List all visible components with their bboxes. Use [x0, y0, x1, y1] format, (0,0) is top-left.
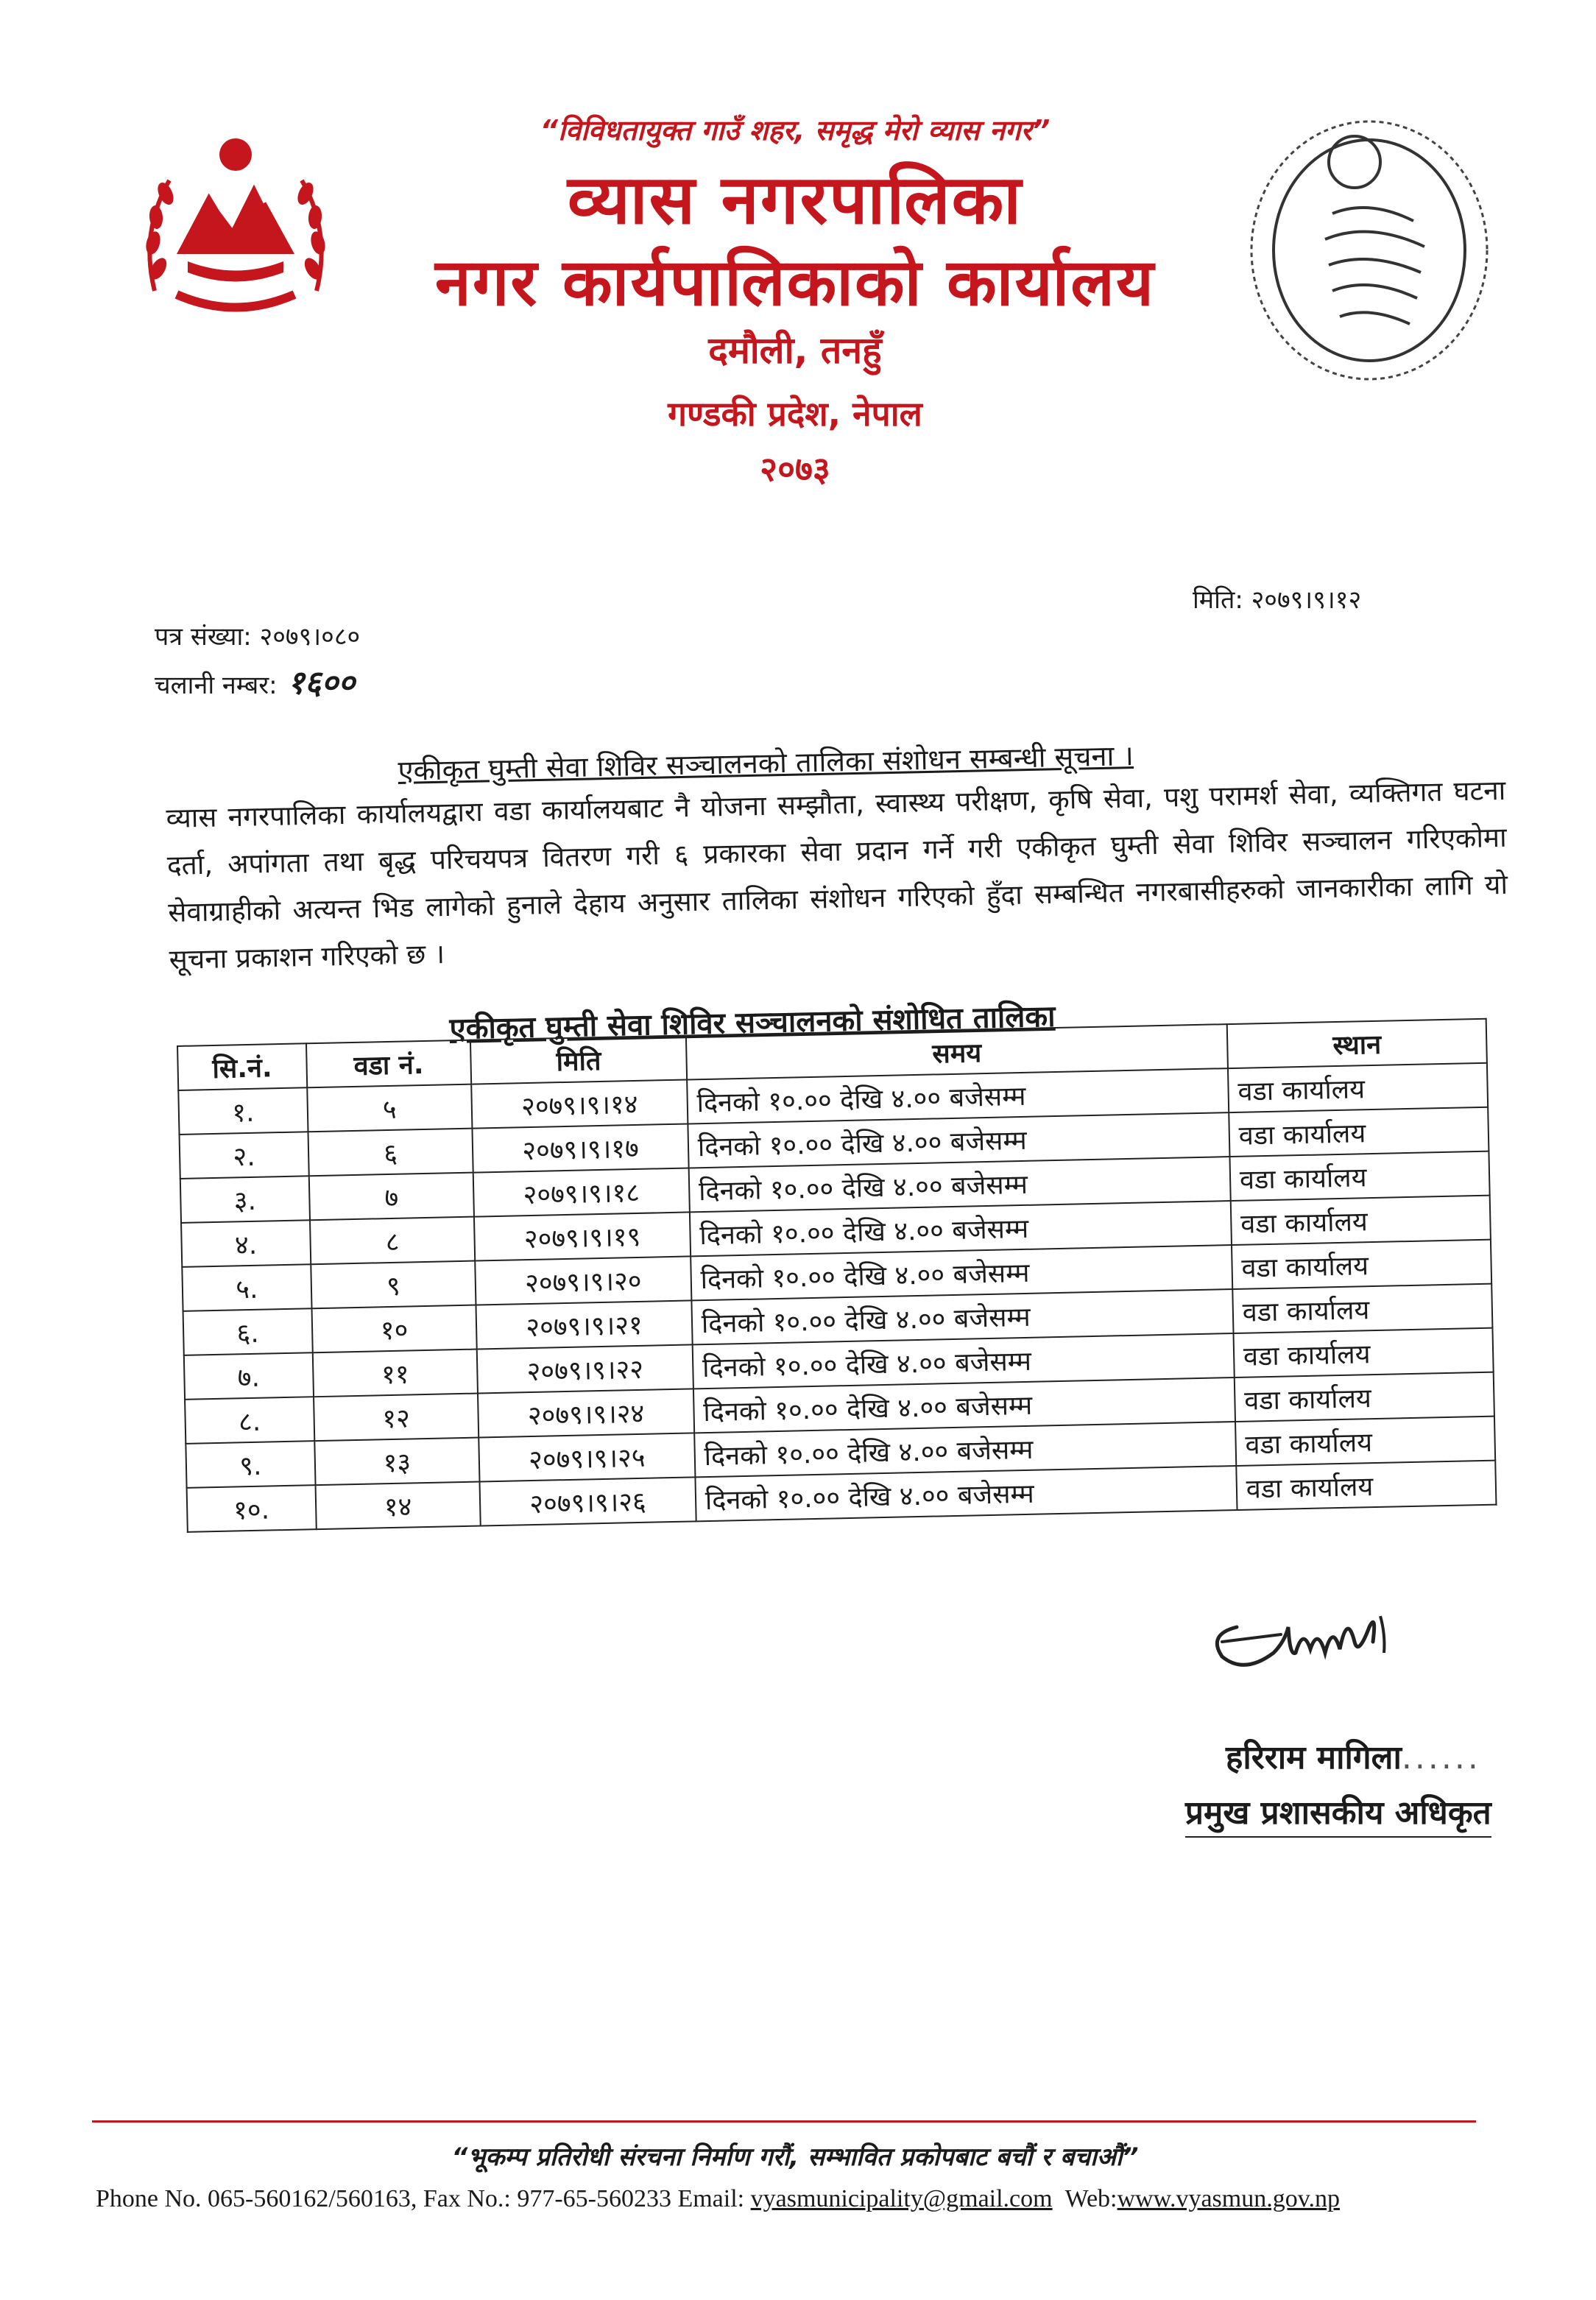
footer-web-link[interactable]: www.vyasmun.gov.np [1117, 2185, 1341, 2212]
cell-ward: १२ [314, 1394, 479, 1442]
cell-place: वडा कार्यालय [1229, 1107, 1489, 1157]
footer-contact [96, 2185, 1494, 2213]
cell-date: २०७९।९।१४ [471, 1079, 688, 1128]
cell-time: दिनको १०.०० देखि ४.०० बजेसम्म [693, 1377, 1235, 1433]
header-time: समय [686, 1024, 1228, 1079]
cell-ward: ६ [308, 1129, 473, 1177]
signature-icon [1193, 1583, 1443, 1693]
header-place: स्थान [1227, 1019, 1487, 1068]
cell-date: २०७९।९।२६ [480, 1477, 696, 1525]
cell-date: २०७९।९।२० [475, 1256, 691, 1305]
notice-body: व्यास नगरपालिका कार्यालयद्वारा वडा कार्यालयबाट नै योजना सम्झौता, स्वास्थ्य परीक्षण, कृषि सेवा, पशु परामर्श सेवा, व्यक्तिगत घटना दर्ता, अपांगता तथा बृद्ध परिचयपत्र वितरण गरी ६ प्रकारका सेवा प्रदान गर्ने गरी एकीकृत घुम्ती सेवा शिविर सञ्चालन गरिएकोमा सेवाग्राहीको अत्यन्त भिड लागेको हुनाले देहाय अनुसार तालिका संशोधन गरिएको हुँदा सम्बन्धित नगरबासीहरुको जानकारीका लागि यो सूचना प्रकाशन गरिएको छ । [166, 774, 1508, 976]
footer-phone: Phone No. 065-560162/560163, Fax No.: 977-65-560233 [96, 2185, 671, 2212]
cell-place: वडा कार्यालय [1235, 1372, 1494, 1422]
footer-email-link[interactable]: vyasmunicipality@gmail.com [750, 2185, 1053, 2212]
office-title: नगर कार्यपालिकाको कार्यालय [435, 244, 1155, 320]
dispatch-value: १६०० [287, 664, 356, 702]
cell-serial: ८. [185, 1397, 314, 1444]
cell-serial: ५. [182, 1264, 311, 1311]
header-serial: सि.नं. [177, 1043, 307, 1090]
established-year: २०७३ [760, 449, 830, 489]
signer-name-text: हरिराम मागिला [1226, 1739, 1402, 1777]
cell-place: वडा कार्यालय [1233, 1328, 1493, 1377]
nepal-emblem-icon [125, 121, 346, 342]
cell-ward: १४ [315, 1482, 481, 1530]
cell-place: वडा कार्यालय [1232, 1240, 1491, 1289]
cell-serial: १०. [187, 1485, 317, 1532]
cell-serial: ९. [186, 1441, 315, 1488]
footer-slogan: “भूकम्प प्रतिरोधी संरचना निर्माण गरौं, सम्भावित प्रकोपबाट बचौं र बचाऔं” [451, 2142, 1139, 2172]
office-stamp-icon [1244, 110, 1494, 390]
header-date: मिति [470, 1036, 687, 1084]
cell-time: दिनको १०.०० देखि ४.०० बजेसम्म [687, 1068, 1229, 1123]
cell-time: दिनको १०.०० देखि ४.०० बजेसम्म [688, 1112, 1229, 1168]
cell-place: वडा कार्यालय [1235, 1417, 1495, 1466]
dispatch-number [155, 659, 355, 703]
address-city: दमौली, तनहुँ [708, 329, 882, 372]
cell-serial: ६. [183, 1308, 313, 1355]
cell-date: २०७९।९।१७ [473, 1123, 689, 1172]
cell-time: दिनको १०.०० देखि ४.०० बजेसम्म [691, 1245, 1232, 1300]
cell-serial: ७. [184, 1352, 314, 1400]
cell-time: दिनको १०.०० देखि ४.०० बजेसम्म [691, 1289, 1233, 1344]
signer-name: हरिराम मागिला...... [1226, 1739, 1481, 1777]
dispatch-label: चलानी नम्बर: [155, 671, 278, 700]
notice-subject: एकीकृत घुम्ती सेवा शिविर सञ्चालनको तालिका संशोधन सम्बन्धी सूचना । [398, 739, 1134, 787]
cell-serial: ४. [181, 1220, 311, 1267]
footer-email-label: Email: [677, 2185, 745, 2212]
cell-time: दिनको १०.०० देखि ४.०० बजेसम्म [694, 1422, 1236, 1477]
cell-date: २०७९।९।२५ [479, 1433, 695, 1481]
cell-place: वडा कार्यालय [1228, 1063, 1488, 1112]
cell-time: दिनको १०.०० देखि ४.०० बजेसम्म [692, 1333, 1234, 1389]
footer-divider [92, 2120, 1476, 2123]
cell-date: २०७९।९।२४ [478, 1389, 694, 1437]
cell-date: २०७९।९।२२ [477, 1344, 693, 1393]
signer-title: प्रमुख प्रशासकीय अधिकृत [1185, 1789, 1491, 1838]
cell-ward: ९ [311, 1261, 476, 1309]
cell-date: २०७९।९।१९ [474, 1212, 691, 1260]
cell-time: दिनको १०.०० देखि ४.०० बजेसम्म [688, 1157, 1230, 1212]
cell-date: २०७९।९।२१ [476, 1300, 693, 1349]
header-slogan: “विविधतायुक्त गाउँ शहर, समृद्ध मेरो व्यास नगर” [540, 114, 1051, 147]
cell-date: २०७९।९।१८ [473, 1168, 690, 1216]
cell-serial: २. [180, 1132, 309, 1179]
cell-time: दिनको १०.०० देखि ४.०० बजेसम्म [695, 1466, 1237, 1521]
cell-place: वडा कार्यालय [1231, 1196, 1491, 1245]
cell-serial: १. [178, 1087, 308, 1135]
header-ward: वडा नं. [306, 1040, 472, 1088]
schedule-table [177, 1018, 1497, 1533]
cell-place: वडा कार्यालय [1236, 1461, 1496, 1510]
cell-place: वडा कार्यालय [1232, 1284, 1492, 1333]
cell-ward: ५ [307, 1084, 473, 1132]
cell-place: वडा कार्यालय [1229, 1151, 1489, 1201]
cell-ward: ११ [313, 1350, 479, 1397]
cell-ward: १३ [314, 1438, 480, 1486]
cell-ward: ८ [310, 1217, 476, 1265]
footer-web-label: Web: [1064, 2185, 1117, 2212]
cell-ward: ७ [309, 1173, 475, 1221]
cell-serial: ३. [180, 1176, 310, 1223]
municipality-title: व्यास नगरपालिका [567, 160, 1023, 239]
cell-ward: १० [311, 1305, 477, 1353]
address-province: गण्डकी प्रदेश, नेपाल [668, 394, 922, 434]
schedule-table-title: एकीकृत घुम्ती सेवा शिविर सञ्चालनको संशोधित तालिका [449, 999, 1056, 1046]
letter-number: पत्र संख्या: २०७९।०८० [155, 622, 361, 652]
cell-time: दिनको १०.०० देखि ४.०० बजेसम्म [690, 1201, 1232, 1256]
letter-date: मिति: २०७९।९।१२ [1193, 585, 1362, 615]
